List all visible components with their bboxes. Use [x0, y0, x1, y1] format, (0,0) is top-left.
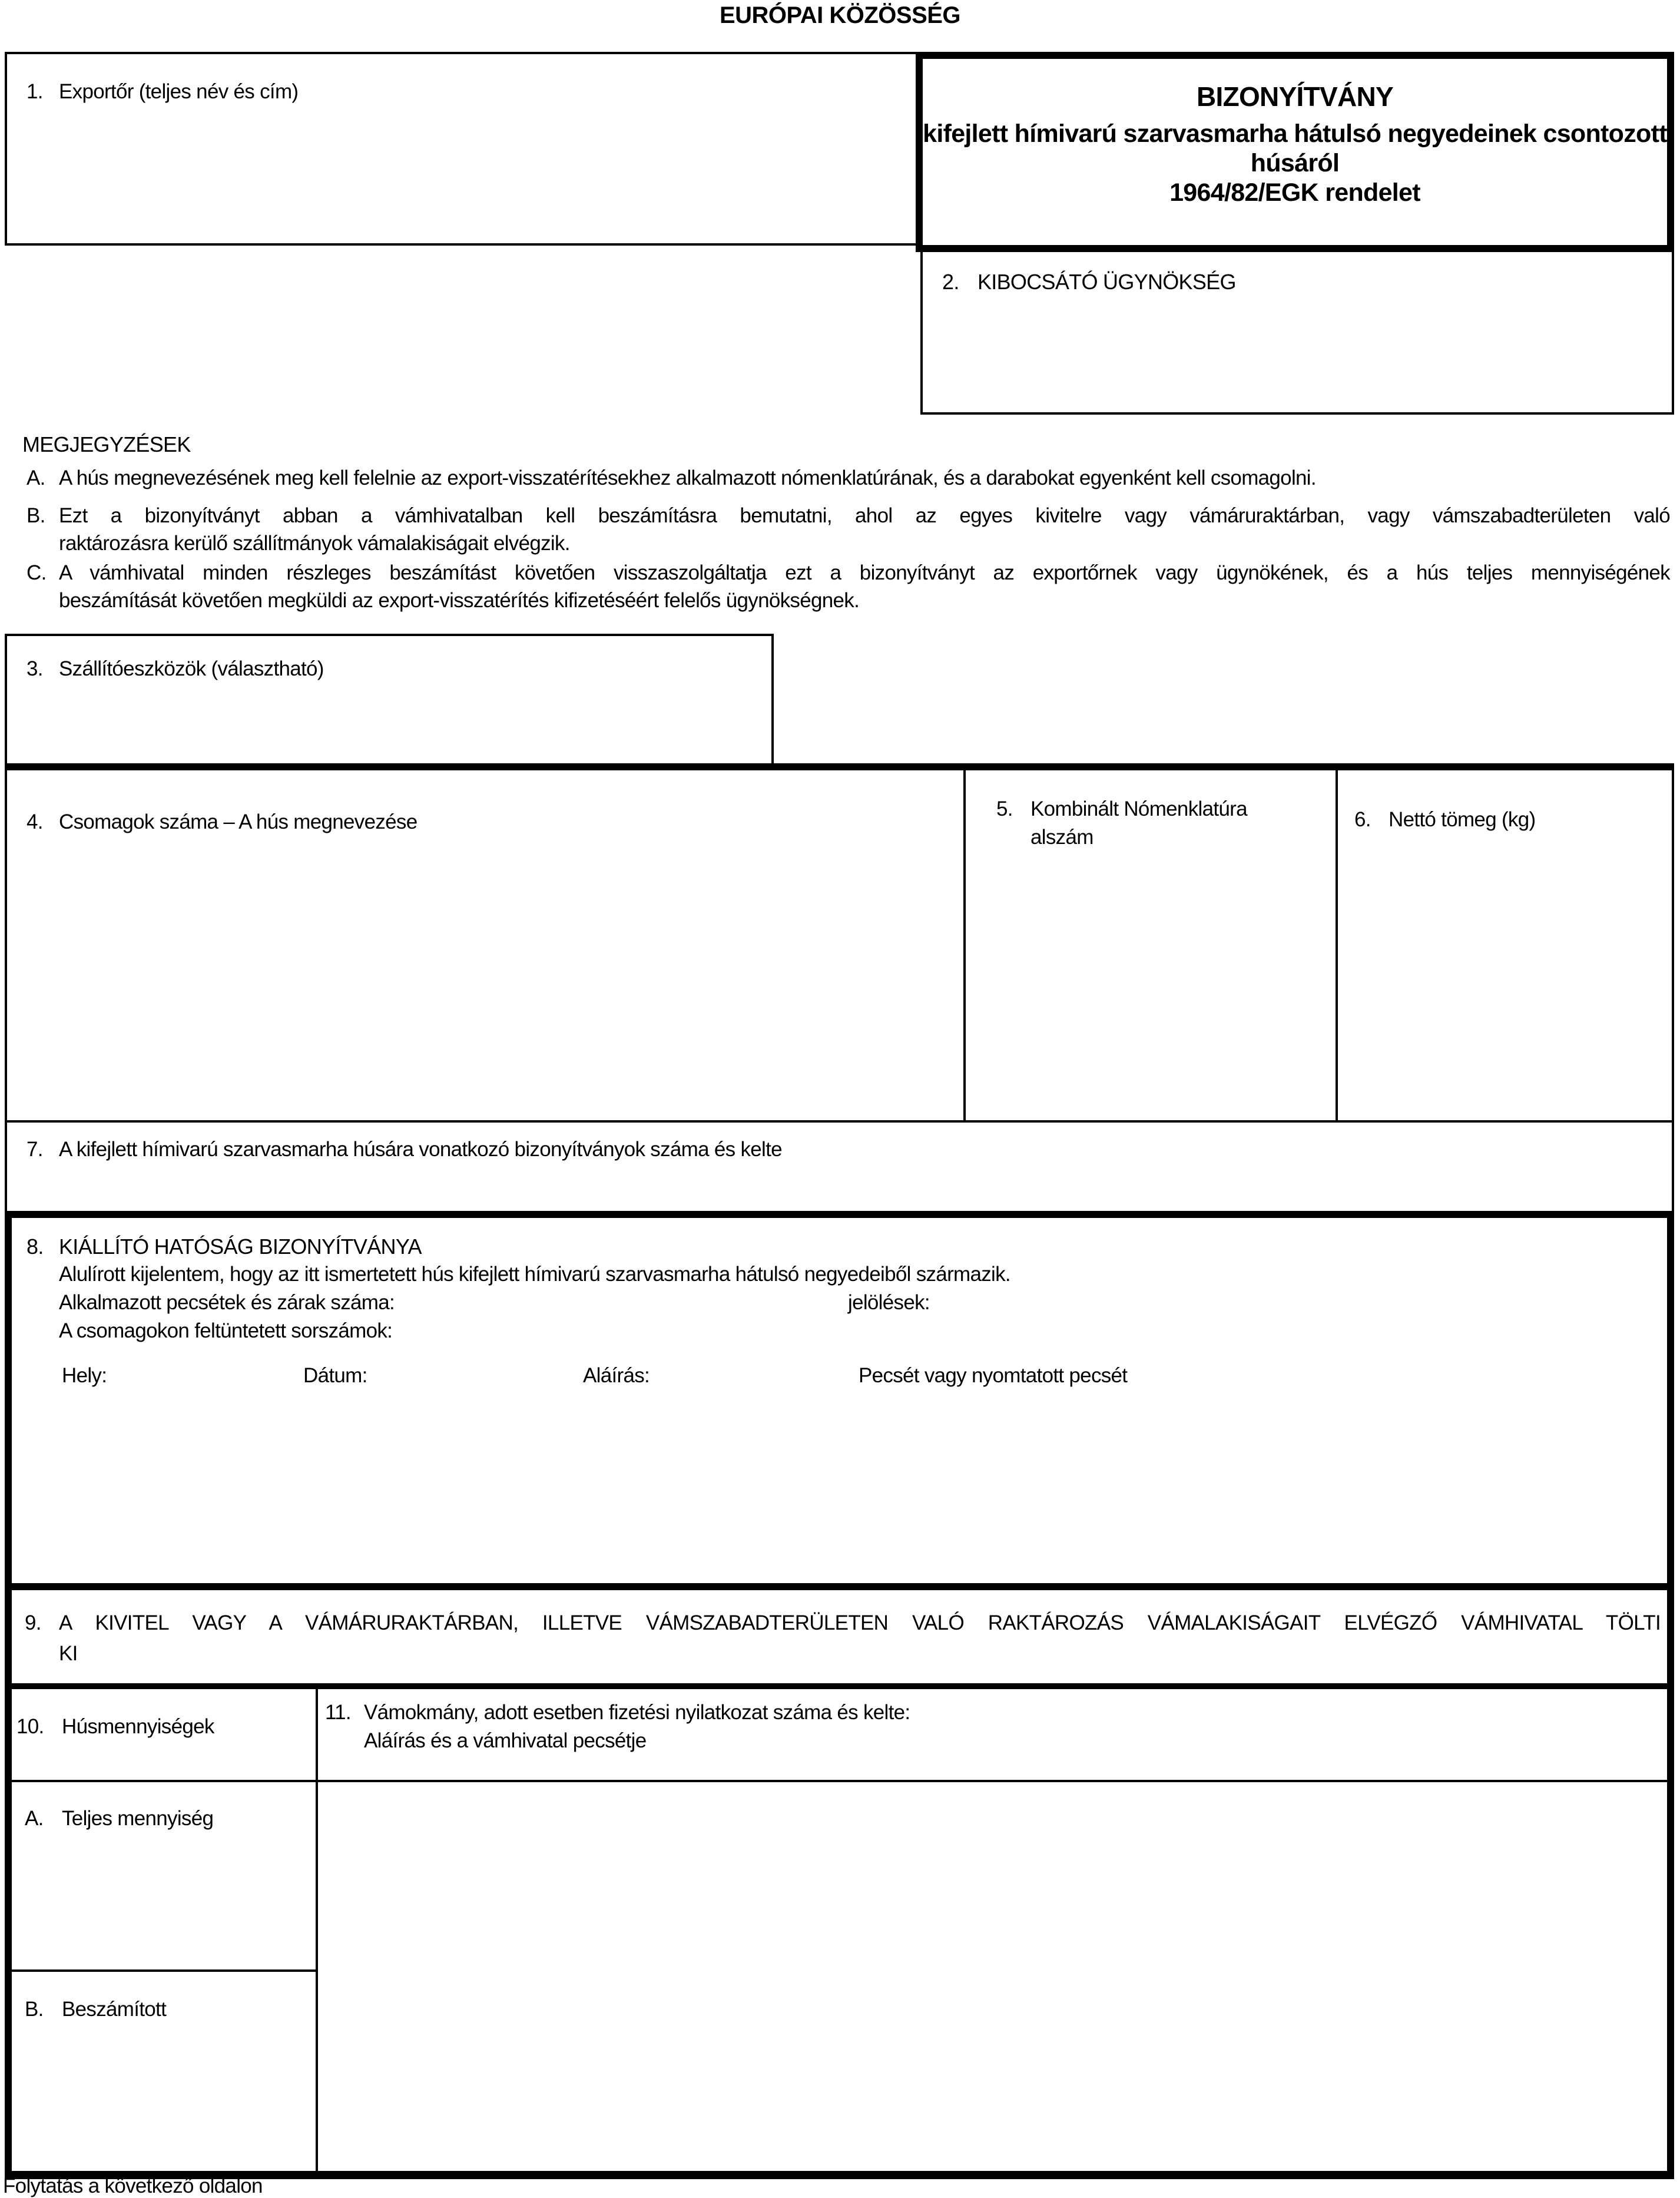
box9-top-border: [5, 1583, 1674, 1590]
box8-signature-label: Aláírás:: [583, 1364, 650, 1387]
note-c-letter: C.: [26, 561, 47, 584]
note-b-letter: B.: [26, 504, 45, 527]
right-border-bottom: [1667, 1211, 1674, 2179]
column-divider-10-11: [316, 1683, 318, 2171]
certificate-regulation: 1964/82/EGK rendelet: [1169, 178, 1420, 207]
col5-label-line1: Kombinált Nómenklatúra: [1030, 797, 1247, 820]
box1-left-border: [5, 52, 7, 246]
col6-label: Nettó tömeg (kg): [1389, 808, 1536, 831]
box3-right-border: [771, 634, 774, 764]
notes-heading: MEGJEGYZÉSEK: [22, 432, 191, 456]
col6-number: 6.: [1354, 808, 1371, 831]
box2-number: 2.: [942, 270, 959, 294]
box9-line1: A KIVITEL VAGY A VÁMÁRURAKTÁRBAN, ILLETVE VÁMSZABADTERÜLETEN VALÓ RAKTÁROZÁS VÁMALAKISÁGAIT ELVÉGZŐ VÁMHIVATAL TÖLTI: [59, 1611, 1661, 1634]
box2-right-border: [1672, 252, 1674, 415]
box7-label: A kifejlett hímivarú szarvasmarha húsára vonatkozó bizonyítványok száma és kelte: [59, 1138, 782, 1161]
col5-number: 5.: [996, 797, 1013, 820]
box10-number: 10.: [16, 1715, 44, 1738]
note-c-line1: A vámhivatal minden részleges beszámítást követően visszaszolgáltatja ezt a bizonyítványt az exportőrnek vagy ügynökének, és a hús teljes mennyiségének: [59, 561, 1670, 584]
box8-declaration: Alulírott kijelentem, hogy az itt ismertetett hús kifejlett hímivarú szarvasmarha hátulsó negyedeiből származik.: [59, 1263, 1010, 1286]
box8-top-border: [5, 1211, 1674, 1218]
continuation-note: Folytatás a következő oldalon: [3, 2174, 263, 2197]
page-title: EURÓPAI KÖZÖSSÉG: [719, 2, 961, 28]
row10-top-border: [5, 1683, 1674, 1689]
box3-number: 3.: [26, 657, 43, 680]
section4-top-border: [5, 763, 1674, 770]
note-a-letter: A.: [26, 466, 45, 489]
rowA-label: Teljes mennyiség: [62, 1807, 214, 1830]
box3-left-border: [5, 634, 7, 767]
certificate-subtitle-line1: kifejlett hímivarú szarvasmarha hátulsó negyedeinek csontozott: [923, 120, 1667, 148]
box8-number: 8.: [26, 1234, 44, 1259]
box8-heading: KIÁLLÍTÓ HATÓSÁG BIZONYÍTVÁNYA: [59, 1234, 422, 1259]
left-border-mid: [5, 770, 7, 1211]
box3-top-border: [5, 634, 774, 636]
rowB-letter: B.: [25, 1998, 44, 2021]
box1-bottom-border: [5, 243, 916, 246]
col4-label: Csomagok száma – A hús megnevezése: [59, 810, 417, 833]
box1-top-border: [5, 52, 916, 54]
box2-bottom-border: [920, 412, 1674, 415]
box8-place-label: Hely:: [62, 1364, 107, 1387]
box11-number: 11.: [325, 1701, 351, 1724]
certificate-heading: [923, 81, 1667, 207]
box8-serials-label: A csomagokon feltüntetett sorszámok:: [59, 1319, 393, 1342]
right-border-mid: [1672, 770, 1674, 1211]
column-divider-4-5: [963, 770, 966, 1121]
certificate-title: BIZONYÍTVÁNY: [1196, 81, 1394, 112]
note-c-line2: beszámítását követően megküldi az export-visszatérítés kifizetéséért felelős ügynökségnek.: [59, 589, 860, 612]
rowA-rowB-divider: [5, 1969, 318, 1972]
box9-line2: KI: [59, 1642, 78, 1665]
note-b-line2: raktározásra kerülő szállítmányok vámalakiságait elvégzik.: [59, 532, 570, 555]
box8-stamp-label: Pecsét vagy nyomtatott pecsét: [859, 1364, 1128, 1387]
box8-date-label: Dátum:: [303, 1364, 367, 1387]
box2-left-border: [920, 252, 923, 415]
box11-line1: Vámokmány, adott esetben fizetési nyilatkozat száma és kelte:: [364, 1701, 910, 1724]
box8-markings-label: jelölések:: [848, 1291, 930, 1314]
rowA-top-border: [5, 1780, 1674, 1782]
box10-label: Húsmennyiségek: [62, 1715, 214, 1738]
box7-number: 7.: [26, 1138, 43, 1161]
col5-label-line2: alszám: [1030, 826, 1094, 849]
certificate-subtitle-line2: húsáról: [1250, 149, 1340, 177]
box9-number: 9.: [25, 1611, 41, 1634]
rowA-letter: A.: [25, 1807, 44, 1830]
box8-seals-label: Alkalmazott pecsétek és zárak száma:: [59, 1291, 395, 1314]
left-border-bottom: [5, 1211, 12, 2179]
col4-number: 4.: [26, 810, 43, 833]
columns-bottom-border: [5, 1120, 1674, 1123]
note-b-line1: Ezt a bizonyítványt abban a vámhivatalban kell beszámításra bemutatni, ahol az egyes kivitelre vagy vámáruraktárban, vagy vámszabadterületen való: [59, 504, 1670, 527]
note-a-line1: A hús megnevezésének meg kell felelnie az export-visszatérítésekhez alkalmazott nómenklatúrának, és a darabokat egyenként kell csomagolni.: [59, 466, 1316, 489]
rowB-label: Beszámított: [62, 1998, 167, 2021]
box3-label: Szállítóeszközök (választható): [59, 657, 324, 680]
box1-number: 1.: [26, 80, 43, 103]
box11-line2: Aláírás és a vámhivatal pecsétje: [364, 1729, 647, 1752]
column-divider-5-6: [1336, 770, 1338, 1121]
box1-label: Exportőr (teljes név és cím): [59, 80, 299, 103]
box2-label: KIBOCSÁTÓ ÜGYNÖKSÉG: [977, 270, 1236, 294]
